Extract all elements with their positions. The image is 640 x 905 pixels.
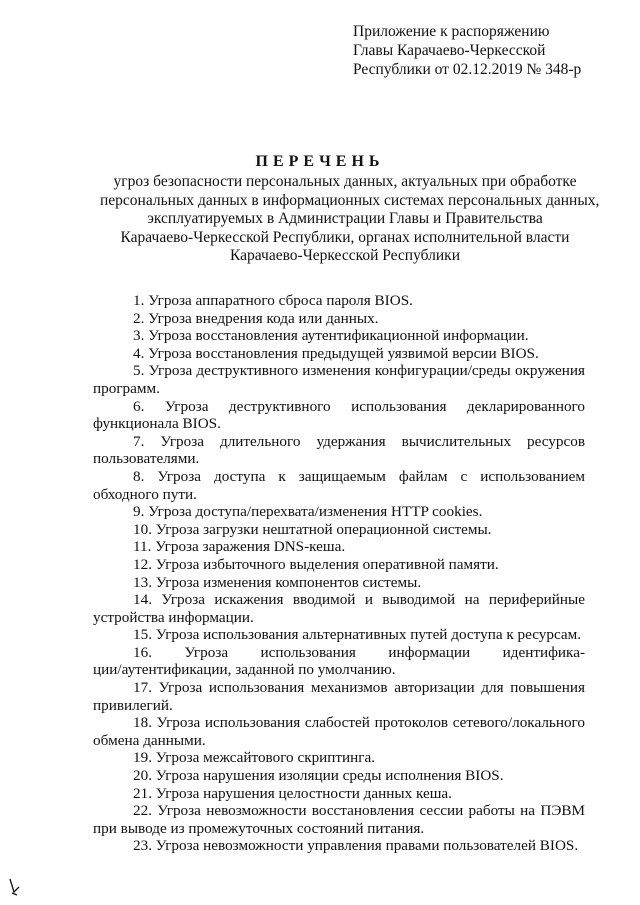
list-item: 21. Угроза нарушения целостности данных кеша. [133,784,452,802]
subtitle-line-4: Карачаево-Черкесской Республики, органах исполнительной власти [120,228,570,246]
list-item: 10. Угроза загрузки нештатной операционной системы. [133,520,492,538]
list-item: 12. Угроза избыточного выделения оперативной памяти. [133,555,499,573]
list-item: 9. Угроза доступа/перехвата/изменения HTTP cookies. [133,503,483,521]
list-item: 13. Угроза изменения компонентов системы. [133,573,422,591]
list-item: 6. Угроза деструктивного использования декларированного функционала BIOS. [93,397,585,433]
subtitle-line-3: эксплуатируемых в Администрации Главы и Правительства [147,210,543,227]
list-item: 1. Угроза аппаратного сброса пароля BIOS. [133,292,413,309]
list-item: 17. Угроза использования механизмов авторизации для повышения привилегий. [93,679,585,714]
subtitle-line-1: угроз безопасности персональных данных, актуальных при обработке [113,173,577,190]
list-item: 22. Угроза невозможности восстановления сессии работы на ПЭВМ при выводе из промежуточных состояний питания. [93,802,585,837]
list-item-continuation: ции/аутентификации, заданной по умолчанию. [93,661,396,679]
threat-list [93,292,585,855]
list-item: 16. Угроза использования информации идентифика- [133,643,585,661]
list-item: 8. Угроза доступа к защищаемым файлам с использованием обходного пути. [93,467,585,503]
appendix-header [353,22,623,79]
document-title: ПЕРЕЧЕНЬ [255,153,385,170]
list-item: 20. Угроза нарушения изоляции среды исполнения BIOS. [133,767,504,785]
list-item: 5. Угроза деструктивного изменения конфигурации/среды окружения программ. [93,362,585,397]
list-item: 7. Угроза длительного удержания вычислительных ресурсов пользователями. [93,432,585,468]
pen-mark-icon [8,878,20,896]
appendix-line-3: Республики от 02.12.2019 № 348-р [353,61,582,78]
list-item: 4. Угроза восстановления предыдущей уязвимой версии BIOS. [133,344,539,362]
subtitle-line-2: персональных данных в информационных системах персональных данных, [100,191,600,209]
appendix-line-1: Приложение к распоряжению [353,23,550,40]
list-item: 14. Угроза искажения вводимой и выводимой на периферийные устройства информации. [93,591,585,626]
list-item: 15. Угроза использования альтернативных путей доступа к ресурсам. [133,626,582,644]
appendix-line-2: Главы Карачаево-Черкесской [353,42,546,59]
subtitle-line-5: Карачаево-Черкесской Республики [230,247,460,264]
list-item: 18. Угроза использования слабостей протоколов сетевого/локального обмена данными. [93,714,585,749]
list-item: 2. Угроза внедрения кода или данных. [133,309,379,327]
list-item: 19. Угроза межсайтового скриптинга. [133,749,376,767]
list-item: 23. Угроза невозможности управления правами пользователей BIOS. [133,837,579,855]
document-subtitle [100,173,600,266]
list-item: 3. Угроза восстановления аутентификационной информации. [133,327,529,345]
list-item: 11. Угроза заражения DNS-кеша. [133,538,346,556]
